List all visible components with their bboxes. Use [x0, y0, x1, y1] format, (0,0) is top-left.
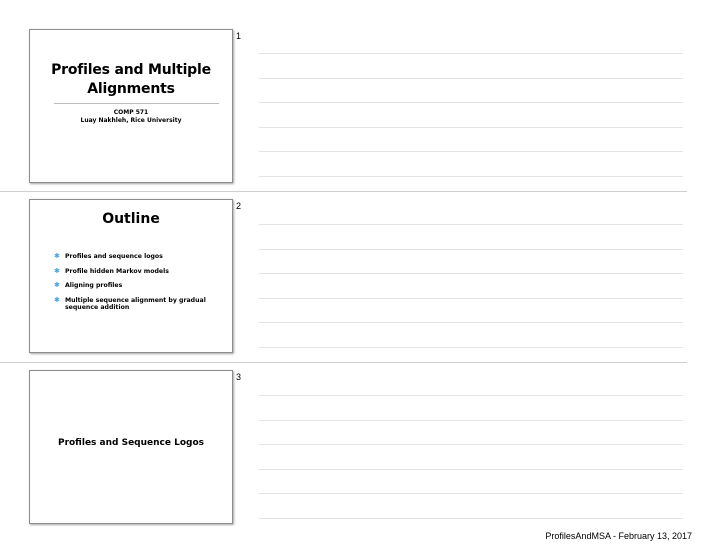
slide-title [30, 61, 232, 99]
slide-number-2: 2 [236, 201, 242, 211]
list-item: ✱ Multiple sequence alignment by gradual sequence addition [54, 295, 206, 311]
slide-title-line-1: Profiles and Multiple [51, 62, 211, 78]
notes-line [259, 395, 683, 396]
notes-line [259, 78, 683, 79]
bullet-list [54, 253, 224, 312]
notes-line [259, 347, 683, 348]
notes-line [259, 127, 683, 128]
notes-line [259, 249, 683, 250]
slide-thumbnail-1 [29, 29, 233, 183]
notes-line [259, 151, 683, 152]
slide-title: Profiles and Sequence Logos [57, 438, 205, 448]
slide-title-line-2: Alignments [87, 81, 175, 97]
notes-line [259, 322, 683, 323]
notes-line [259, 102, 683, 103]
notes-line [259, 444, 683, 445]
asterisk-icon: ✱ [54, 252, 60, 260]
list-item: ✱ Profiles and sequence logos [54, 252, 163, 260]
notes-line [259, 273, 683, 274]
notes-line [259, 420, 683, 421]
page-separator [0, 191, 687, 192]
asterisk-icon: ✱ [54, 281, 60, 289]
list-item: ✱ Profile hidden Markov models [54, 266, 169, 275]
slide-number-1: 1 [236, 31, 242, 41]
slide-thumbnail-2 [29, 199, 233, 353]
slide-thumbnail-3 [29, 370, 233, 524]
page-footer: ProfilesAndMSA - February 13, 2017 [545, 531, 692, 541]
asterisk-icon: ✱ [54, 266, 60, 275]
notes-line [259, 493, 683, 494]
notes-line [259, 518, 683, 519]
author-label: Luay Nakhleh, Rice University [80, 117, 182, 124]
notes-line [259, 469, 683, 470]
slide-number-3: 3 [236, 372, 242, 382]
page-separator [0, 362, 687, 363]
notes-line [259, 298, 683, 299]
course-label: COMP 571 [113, 109, 149, 116]
asterisk-icon: ✱ [54, 295, 60, 304]
notes-line [259, 224, 683, 225]
slide-title: Outline [102, 211, 160, 227]
list-item: ✱ Aligning profiles [54, 281, 123, 289]
title-divider [54, 103, 219, 104]
notes-line [259, 176, 683, 177]
notes-line [259, 53, 683, 54]
